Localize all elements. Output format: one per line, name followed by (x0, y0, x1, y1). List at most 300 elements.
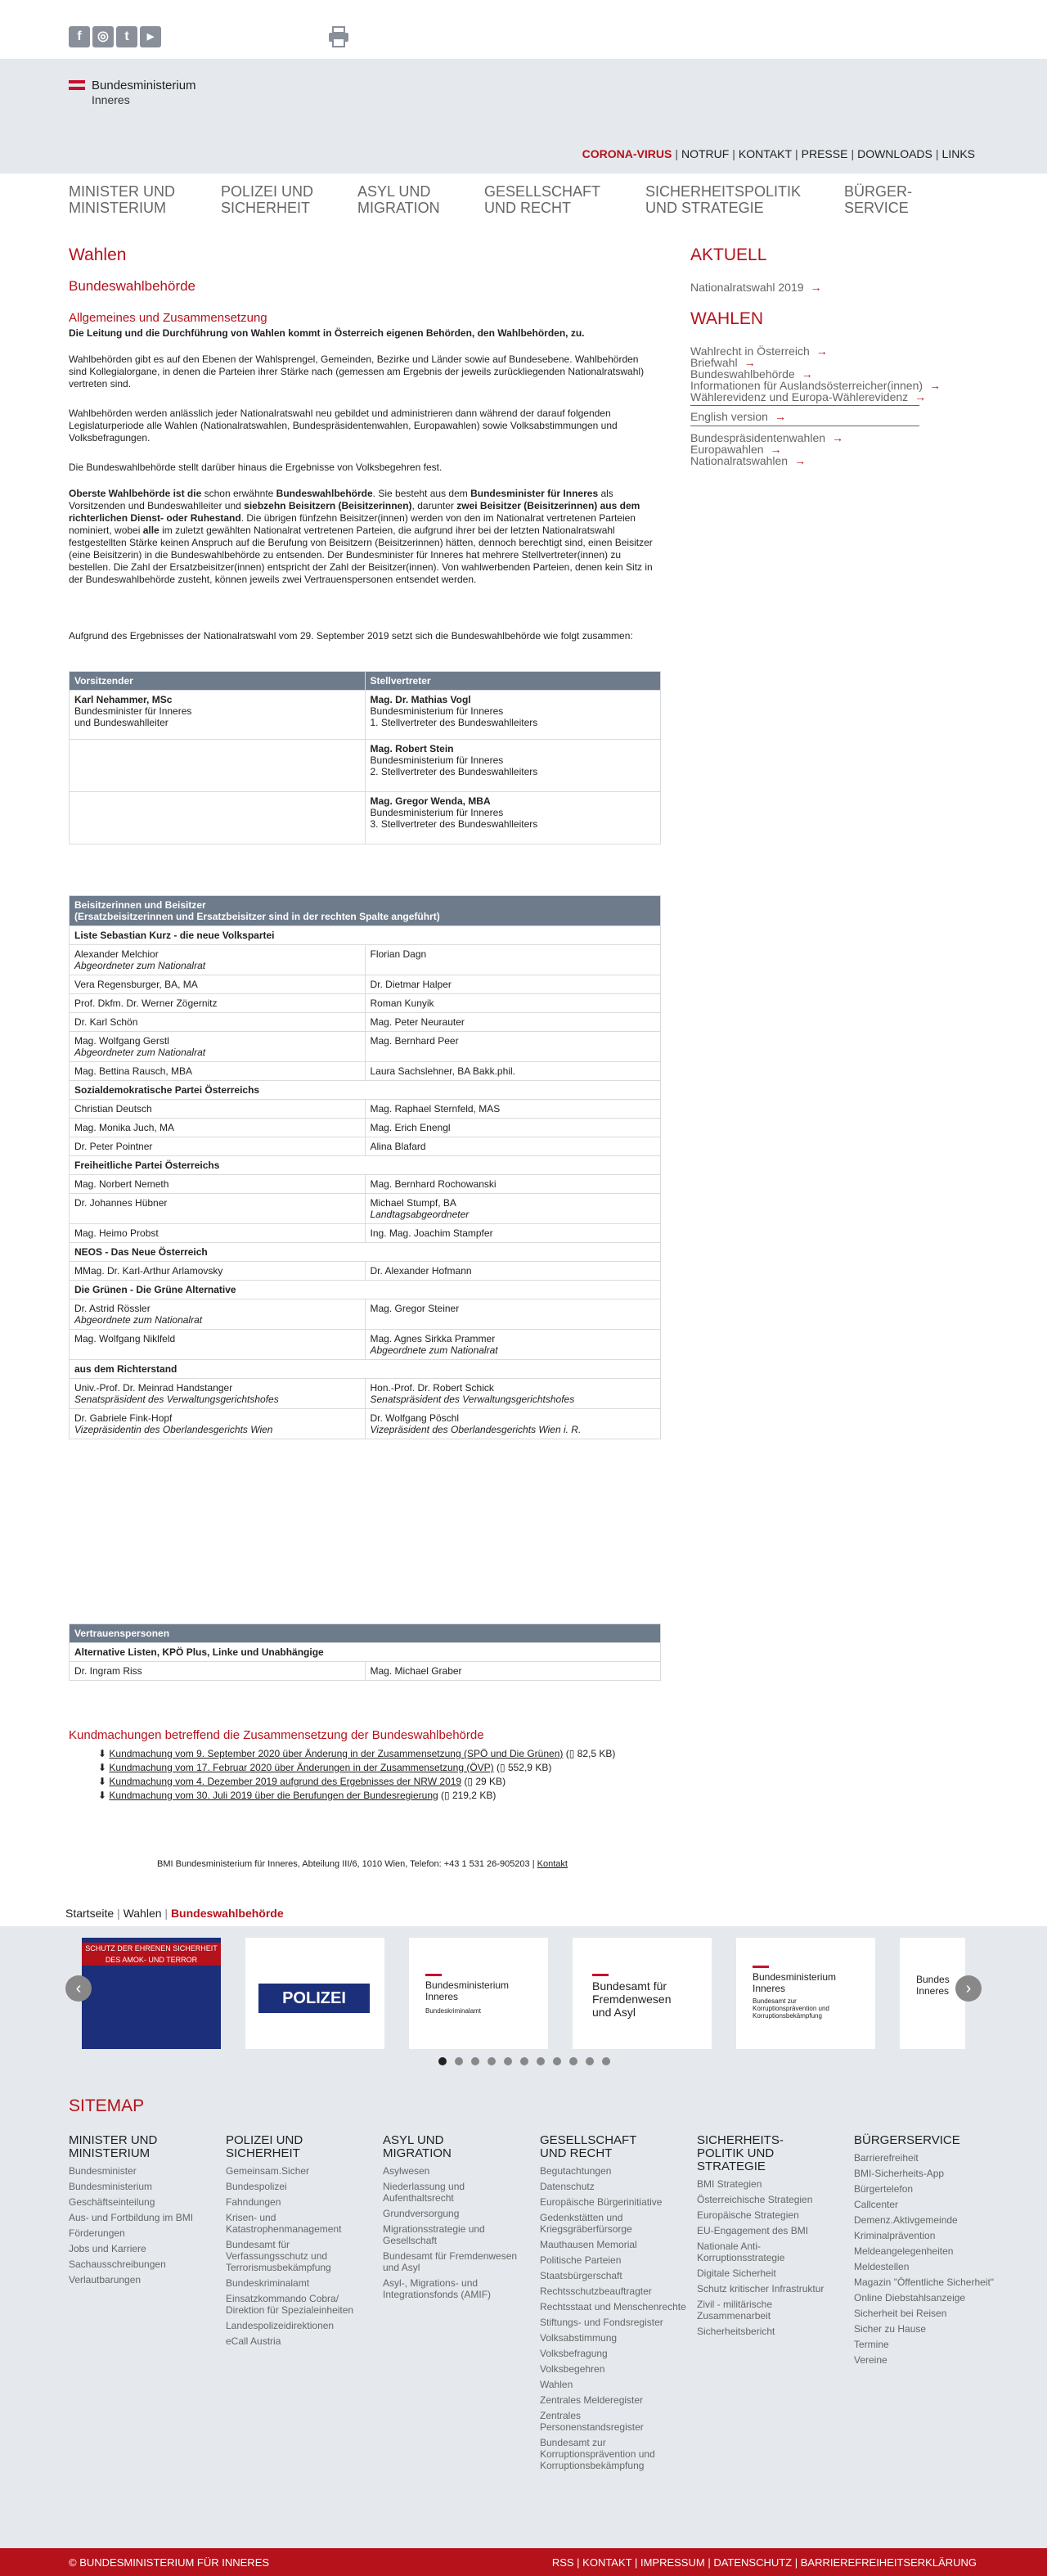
carousel-card[interactable] (409, 1938, 548, 2049)
carousel-dot[interactable] (537, 2057, 545, 2065)
title-line: MINISTER UND (69, 2133, 158, 2147)
facebook-icon[interactable]: f (69, 26, 90, 47)
table-row (70, 994, 661, 1013)
member-name: Dr. Alexander Hofmann (370, 1265, 472, 1277)
sitemap-col-title[interactable] (697, 2134, 844, 2173)
sitemap-link[interactable]: Politische Parteien (540, 2254, 622, 2266)
sidebar-link[interactable]: Nationalratswahlen → (690, 454, 807, 467)
twitter-icon[interactable]: t (116, 26, 137, 47)
member-name: Mag. Bernhard Rochowanski (370, 1178, 497, 1190)
cell (70, 1100, 366, 1119)
text: siebzehn Beisitzern (Beisitzerinnen) (244, 500, 412, 511)
nav-label: UND RECHT (484, 200, 571, 216)
card-text: Bundes (916, 1974, 950, 1985)
logo-line1: Bundesministerium (92, 79, 196, 92)
sitemap-col-title[interactable] (69, 2134, 216, 2160)
sitemap-link[interactable]: Verlautbarungen (69, 2274, 142, 2286)
kund-link[interactable]: Kundmachung vom 17. Februar 2020 über Änderungen in der Zusammensetzung (ÖVP) (109, 1762, 494, 1773)
cell (365, 1194, 661, 1224)
sitemap-col-title[interactable] (383, 2134, 530, 2160)
bmi-logo[interactable] (69, 80, 232, 113)
member-name: Mag. Bernhard Peer (370, 1035, 459, 1047)
sitemap-link[interactable]: BMI Strategien (697, 2178, 762, 2190)
cell (70, 792, 366, 844)
role: 1. Stellvertreter des Bundeswahlleiters (370, 717, 538, 728)
text: , darunter (411, 500, 457, 511)
sitemap-column (226, 2134, 373, 2351)
sidebar-link[interactable]: Briefwahl → (690, 356, 756, 369)
carousel-card[interactable] (245, 1938, 384, 2049)
cell (365, 994, 661, 1013)
sitemap-link[interactable]: Niederlassung und Aufenthaltsrecht (383, 2181, 465, 2204)
carousel-dot[interactable] (471, 2057, 479, 2065)
kontakt-link[interactable]: Kontakt (537, 1859, 568, 1869)
copyright: © BUNDESMINISTERIUM FÜR INNERES (69, 2556, 270, 2569)
cell (365, 1137, 661, 1156)
nav-polizei[interactable] (221, 183, 313, 216)
flag-stripe (69, 80, 85, 83)
member-role: Abgeordneter zum Nationalrat (74, 1047, 206, 1058)
table-row (70, 1262, 661, 1281)
link-label: Bundespräsidentenwahlen (690, 431, 826, 444)
nav-label: MINISTER UND (69, 183, 175, 200)
carousel-dot[interactable] (455, 2057, 463, 2065)
sitemap-link[interactable]: Krisen- und Katastrophenmanagement (226, 2212, 342, 2235)
role: 2. Stellvertreter des Bundeswahlleiters (370, 766, 538, 777)
member-name: Christian Deutsch (74, 1103, 152, 1115)
sitemap-link[interactable]: Sachausschreibungen (69, 2259, 166, 2270)
sitemap-link[interactable]: Zentrales Melderegister (540, 2394, 644, 2406)
nav-label: SICHERHEITSPOLITIK (645, 183, 802, 200)
bottom-bar (0, 2548, 1047, 2576)
list-item: ⬇ Kundmachung vom 30. Juli 2019 über die Berufungen der Bundesregierung (▯ 219,2 KB) (98, 1790, 497, 1801)
sitemap-link[interactable]: Vereine (854, 2354, 887, 2366)
cell (365, 1062, 661, 1081)
sitemap-col-title[interactable] (854, 2134, 1001, 2147)
nav-label: BÜRGER- (844, 183, 913, 200)
member-role: Abgeordnete zum Nationalrat (370, 1344, 498, 1356)
cell (70, 1299, 366, 1330)
sitemap-link[interactable]: Bundesamt für Fremdenwesen und Asyl (383, 2250, 518, 2273)
member-name: Alina Blafard (370, 1141, 426, 1152)
cell (365, 1330, 661, 1360)
sitemap-column (383, 2134, 530, 2304)
link-label: Wahlrecht in Österreich (690, 345, 810, 358)
sitemap-link[interactable]: Demenz.Aktivgemeinde (854, 2214, 958, 2226)
kund-link[interactable]: Kundmachung vom 4. Dezember 2019 aufgrund des Ergebnisses der NRW 2019 (109, 1776, 462, 1787)
member-role: Senatspräsident des Verwaltungsgerichtshofes (74, 1394, 279, 1405)
cell (70, 1330, 366, 1360)
cell (70, 1379, 366, 1409)
sitemap-link[interactable]: Jobs und Karriere (69, 2243, 146, 2254)
sitemap-link[interactable]: BMI-Sicherheits-App (854, 2168, 945, 2179)
sitemap-link[interactable]: Termine (854, 2339, 889, 2350)
nav-label: SICHERHEIT (221, 200, 311, 216)
carousel-card[interactable] (900, 1938, 965, 2049)
th: Stellvertreter (365, 672, 661, 691)
kund-link[interactable]: Kundmachung vom 30. Juli 2019 über die Berufungen der Bundesregierung (109, 1790, 438, 1801)
member-name: Mag. Heimo Probst (74, 1227, 159, 1239)
sidebar-link[interactable]: Bundeswahlbehörde → (690, 367, 813, 381)
partner-carousel (0, 1926, 1047, 2082)
text: Bundeswahlbehörde (276, 488, 373, 499)
title-line: MINISTERIUM (69, 2146, 151, 2160)
sitemap-link[interactable]: Online Diebstahlsanzeige (854, 2292, 966, 2304)
text: Oberste Wahlbehörde ist die (69, 488, 202, 499)
carousel-next-icon[interactable]: › (955, 1975, 982, 2002)
carousel-card[interactable] (573, 1938, 712, 2049)
name: Mag. Dr. Mathias Vogl (370, 694, 471, 705)
role: Bundesministerium für Inneres (370, 705, 504, 717)
text: im zuletzt gewählten Nationalrat vertretenen Parteien, die aufgrund ihrer bei der letzten Nationalratswahl festgestellten Stärke keinen Anspruch auf die Berufung von Beisitzern (Beisitzerinnen) hätten, dennoch berechtigt sind, einen Beisitzer (eine Beisitzerin) in die Bundeswahlbehörde zu entsenden. Der Bundesminister für Inneres hat mehrere Stellvertreter(innen) zu bestellen. Die Zahl der Ersatzbeisitzer(innen) entspricht der Zahl der Beisitzer(innen). Von wahlwerbenden Parteien, denen kein Sitz in der Bundeswahlbehörde zusteht, können jeweils zwei Vertrauenspersonen entsendet werden. (69, 525, 653, 585)
nav-label: MINISTERIUM (69, 200, 166, 216)
sitemap-link[interactable]: Bundesministerium (69, 2181, 153, 2192)
link-label: Bundeswahlbehörde (690, 367, 795, 381)
member-name: Roman Kunyik (370, 998, 434, 1009)
member-role: Landtagsabgeordneter (370, 1209, 470, 1220)
sitemap-link[interactable]: Digitale Sicherheit (697, 2268, 776, 2279)
carousel-dot[interactable] (438, 2057, 447, 2065)
link-europawahlen[interactable]: Europawahlen (413, 420, 477, 431)
member-name: Dr. Peter Pointner (74, 1141, 153, 1152)
card-text: Bundesamt für (592, 1979, 667, 1993)
youtube-icon[interactable]: ▶ (140, 26, 161, 47)
carousel-dot[interactable] (553, 2057, 561, 2065)
printer-icon[interactable] (327, 26, 350, 47)
table-row (70, 1224, 661, 1243)
sitemap-link[interactable]: Staatsbürgerschaft (540, 2270, 622, 2281)
sitemap-link[interactable]: Rechtsstaat und Menschenrechte (540, 2301, 686, 2313)
chair-table (69, 671, 661, 844)
sitemap-link[interactable]: Grundversorgung (383, 2208, 460, 2219)
card-text: Inneres (753, 1983, 786, 1994)
link-label: Informationen für Auslandsösterreicher(innen) (690, 379, 923, 392)
title-line: UND RECHT (540, 2146, 613, 2160)
sitemap-link[interactable]: Gedenkstätten und Kriegsgräberfürsorge (540, 2212, 632, 2235)
th-line: Beisitzerinnen und Beisitzer (74, 899, 206, 911)
role: und Bundeswahlleiter (74, 717, 169, 728)
text: als Vorsitzenden und Bundeswahlleiter und (69, 488, 613, 511)
member-name: Mag. Wolfgang Gerstl (74, 1035, 169, 1047)
sitemap-link[interactable]: Magazin "Öffentliche Sicherheit" (854, 2277, 995, 2288)
breadcrumb: Startseite | Wahlen | Bundeswahlbehörde (65, 1907, 284, 1920)
cell (70, 994, 366, 1013)
sitemap-link[interactable]: Stiftungs- und Fondsregister (540, 2317, 663, 2328)
sidebar-link[interactable]: Bundespräsidentenwahlen → (690, 431, 844, 444)
divider (690, 405, 919, 406)
sitemap-link[interactable]: Rechtsschutzbeauftragter (540, 2286, 652, 2297)
sitemap-link[interactable]: Bürgertelefon (854, 2183, 914, 2195)
file-size: 29 KB) (475, 1776, 506, 1787)
sitemap-link[interactable]: Kriminalprävention (854, 2230, 936, 2241)
member-name: Vera Regensburger, BA, MA (74, 979, 198, 990)
text: schon erwähnte (201, 488, 276, 499)
sitemap-col-title[interactable] (540, 2134, 687, 2160)
table-row (70, 945, 661, 975)
card-text: Bundesministerium (753, 1971, 837, 1983)
card-text: SCHUTZ DER EHRENEN SICHERHEIT (82, 1943, 221, 1954)
toplink-downloads[interactable]: DOWNLOADS (857, 147, 932, 160)
cell (365, 1100, 661, 1119)
sitemap-link[interactable]: EU-Engagement des BMI (697, 2225, 809, 2236)
group-row: Liste Sebastian Kurz - die neue Volkspartei (70, 926, 661, 945)
list-item: ⬇ Kundmachung vom 17. Februar 2020 über Änderungen in der Zusammensetzung (ÖVP) (▯ 552,9 KB) (98, 1762, 552, 1773)
sitemap-link[interactable]: Barrierefreiheit (854, 2152, 919, 2164)
paragraph: Die Bundeswahlbehörde stellt darüber hinaus die Ergebnisse von Volksbegehren fest. (69, 462, 443, 473)
kund-heading: Kundmachungen betreffend die Zusammensetzung der Bundeswahlbehörde (69, 1728, 484, 1742)
sitemap-link[interactable]: Nationale Anti-Korruptionsstrategie (697, 2240, 785, 2263)
footer-link[interactable]: KONTAKT (582, 2556, 632, 2569)
member-role: Vizepräsidentin des Oberlandesgerichts Wien (74, 1424, 273, 1435)
cell (70, 1119, 366, 1137)
sidebar-link[interactable]: Informationen für Auslandsösterreicher(innen) → (690, 379, 941, 392)
sitemap-link[interactable]: Sicherheit bei Reisen (854, 2308, 947, 2319)
sitemap-link[interactable]: Zentrales Personenstandsregister (540, 2410, 644, 2433)
cell (365, 1175, 661, 1194)
sitemap-link[interactable]: Bundeskriminalamt (226, 2277, 310, 2289)
cell (70, 1013, 366, 1032)
sitemap-link[interactable]: Österreichische Strategien (697, 2194, 813, 2205)
link-label: Briefwahl (690, 356, 738, 369)
member-name: Laura Sachslehner, BA Bakk.phil. (370, 1065, 515, 1077)
group-row: Freiheitliche Partei Österreichs (70, 1156, 661, 1175)
nav-label: GESELLSCHAFT (484, 183, 601, 200)
link-nationalratswahlen[interactable]: Nationalratswahlen (203, 420, 288, 431)
cell (70, 1409, 366, 1439)
nav-label: UND STRATEGIE (645, 200, 764, 216)
sitemap-link[interactable]: Volksbefragung (540, 2348, 608, 2359)
nav-sicherheitspolitik[interactable] (645, 183, 801, 216)
table-row (70, 1194, 661, 1224)
sidebar-link[interactable]: Wahlrecht in Österreich → (690, 345, 828, 358)
table-row (70, 1299, 661, 1330)
sitemap-link[interactable]: Volksbegehren (540, 2363, 605, 2375)
sitemap-link[interactable]: Sicherheitsbericht (697, 2326, 775, 2337)
sitemap-link[interactable]: Volksabstimmung (540, 2332, 618, 2344)
nav-buergerservice[interactable] (844, 183, 912, 216)
footer-link[interactable]: RSS (551, 2556, 574, 2569)
file-size: 552,9 KB) (507, 1762, 552, 1773)
carousel-dot[interactable] (520, 2057, 528, 2065)
member-name: Mag. Peter Neurauter (370, 1016, 465, 1028)
cell (365, 1032, 661, 1062)
sitemap-link[interactable]: Migrationsstrategie und Gesellschaft (383, 2223, 485, 2246)
sitemap-link[interactable]: Callcenter (854, 2199, 899, 2210)
paragraph: Aufgrund des Ergebnisses der Nationalratswahl vom 29. September 2019 setzt sich die Bundeswahlbehörde wie folgt zusammen: (69, 630, 633, 642)
cell (365, 1409, 661, 1439)
breadcrumb-item[interactable]: Wahlen (123, 1907, 162, 1920)
toplink-links[interactable]: LINKS (941, 147, 975, 160)
section-heading: Allgemeines und Zusammensetzung (69, 311, 267, 325)
sitemap-link[interactable]: Gemeinsam.Sicher (226, 2165, 310, 2177)
member-role: Abgeordneter zum Nationalrat (74, 960, 206, 971)
kund-list (98, 1748, 671, 1804)
link-label: Wählerevidenz und Europa-Wählerevidenz (690, 390, 909, 403)
paragraph: Wahlbehörden werden anlässlich jeder Nationalratswahl neu gebildet und administrieren dann während der darauf folgenden Legislaturperiode alle Wahlen (Nationalratswahlen, Bundespräsidentenwahlen, Europawahlen) sowie Volksabstimmungen und Volksbefragungen. (69, 408, 618, 444)
member-name: Florian Dagn (370, 948, 427, 960)
member-name: Mag. Wolfgang Niklfeld (74, 1333, 176, 1344)
carousel-dot[interactable] (569, 2057, 577, 2065)
member-name: Alexander Melchior (74, 948, 159, 960)
logo-line2: Inneres (92, 93, 130, 106)
nav-minister[interactable] (69, 183, 175, 216)
sidebar-link[interactable]: Nationalratswahl 2019 → (690, 281, 822, 294)
card-text: Inneres (425, 1991, 459, 2002)
cell (70, 740, 366, 792)
nav-label: ASYL UND (357, 183, 431, 200)
cell (70, 1062, 366, 1081)
sitemap-link[interactable]: Asyl-, Migrations- und Integrationsfonds (AMIF) (383, 2277, 492, 2300)
sitemap-link[interactable]: Europäische Strategien (697, 2209, 799, 2221)
cell (70, 1175, 366, 1194)
sitemap-column (540, 2134, 687, 2475)
breadcrumb-item[interactable]: Startseite (65, 1907, 115, 1920)
cell (365, 1299, 661, 1330)
member-name: Mag. Bettina Rausch, MBA (74, 1065, 193, 1077)
cell (365, 945, 661, 975)
sitemap-link[interactable]: Asylwesen (383, 2165, 430, 2177)
link-label: English version (690, 410, 768, 423)
member-name: Dr. Gabriele Fink-Hopf (74, 1412, 173, 1424)
sitemap-link[interactable]: Bundesamt für Verfassungsschutz und Terrorismusbekämpfung (226, 2239, 331, 2273)
text: . Sie besteht aus dem (372, 488, 471, 499)
link-label: Europawahlen (690, 443, 764, 456)
member-name: Mag. Norbert Nemeth (74, 1178, 169, 1190)
instagram-icon[interactable]: ◎ (92, 26, 114, 47)
cell (365, 792, 661, 844)
member-name: Michael Stumpf, BA (370, 1197, 456, 1209)
sitemap-link[interactable]: Bundespolizei (226, 2181, 287, 2192)
card-text: Bundesamt zur Korruptionsprävention und Korruptionsbekämpfung (753, 1997, 829, 2020)
carousel-dot[interactable] (586, 2057, 594, 2065)
sitemap-link[interactable]: Wahlen (540, 2379, 573, 2390)
sitemap-link[interactable]: Einsatzkommando Cobra/ Direktion für Spezialeinheiten (226, 2293, 354, 2316)
title-line: GESELLSCHAFT (540, 2133, 637, 2147)
lead-paragraph: Die Leitung und die Durchführung von Wahlen kommt in Österreich eigenen Behörden, den Wahlbehörden, zu. (69, 327, 585, 339)
sitemap-link[interactable]: Bundesminister (69, 2165, 137, 2177)
member-name: Dr. Wolfgang Pöschl (370, 1412, 459, 1424)
sitemap-link[interactable]: Sicher zu Hause (854, 2323, 927, 2335)
toplink-corona[interactable]: CORONA-VIRUS (582, 147, 672, 160)
sitemap-link[interactable]: Geschäftseinteilung (69, 2196, 155, 2208)
cell (70, 1224, 366, 1243)
sitemap-link[interactable]: Zivil - militärische Zusammenarbeit (697, 2299, 773, 2322)
page-title: Wahlen (69, 245, 127, 264)
sidebar-link[interactable]: English version → (690, 410, 786, 423)
carousel-prev-icon[interactable]: ‹ (65, 1975, 92, 2002)
nav-gesellschaft[interactable] (484, 183, 600, 216)
sitemap-col-title[interactable] (226, 2134, 373, 2160)
cell: Mag. Michael Graber (365, 1662, 661, 1681)
name: Mag. Robert Stein (370, 743, 454, 754)
table-row (70, 1100, 661, 1119)
sidebar-link[interactable]: Europawahlen → (690, 443, 782, 456)
address (157, 1859, 568, 1869)
breadcrumb-current: Bundeswahlbehörde (170, 1907, 284, 1920)
cell (365, 1224, 661, 1243)
table-row (70, 1409, 661, 1439)
title-line: BÜRGERSERVICE (854, 2133, 960, 2147)
table-row (70, 1119, 661, 1137)
link-bundespraesidentenwahlen[interactable]: Bundespräsidentenwahlen (292, 420, 409, 431)
toplink-kontakt[interactable]: KONTAKT (738, 147, 792, 160)
nav-label: MIGRATION (357, 200, 440, 216)
member-name: MMag. Dr. Karl-Arthur Arlamovsky (74, 1265, 223, 1277)
cell (70, 691, 366, 740)
member-role: Senatspräsident des Verwaltungsgerichtshofes (370, 1394, 575, 1405)
sitemap-link[interactable]: Landespolizeidirektionen (226, 2320, 335, 2331)
sitemap-link[interactable]: Schutz kritischer Infrastruktur (697, 2283, 825, 2295)
kund-link[interactable]: Kundmachung vom 9. September 2020 über Änderung in der Zusammensetzung (SPÖ und Die Grünen) (109, 1748, 564, 1759)
member-name: Hon.-Prof. Dr. Robert Schick (370, 1382, 494, 1394)
sitemap-link[interactable]: Meldestellen (854, 2261, 910, 2272)
top-bar (0, 0, 1047, 59)
sitemap-link[interactable]: eCall Austria (226, 2335, 281, 2347)
member-name: Dr. Karl Schön (74, 1016, 138, 1028)
member-name: Dr. Dietmar Halper (370, 979, 452, 990)
role: Bundesministerium für Inneres (370, 807, 504, 818)
nav-asyl[interactable] (357, 183, 440, 216)
text: . Die übrigen fünfzehn Beisitzer(innen) werden von den im Nationalrat vertretenen Parteien nominiert, wobei (69, 512, 636, 536)
sitemap-link[interactable]: Meldeangelegenheiten (854, 2245, 954, 2257)
sitemap-link[interactable]: Begutachtungen (540, 2165, 612, 2177)
carousel-dot[interactable] (602, 2057, 610, 2065)
table-row (70, 1330, 661, 1360)
carousel-dot[interactable] (504, 2057, 512, 2065)
toplink-notruf[interactable]: NOTRUF (681, 147, 730, 160)
footer-link[interactable]: BARRIEREFREIHEITSERKLÄRUNG (800, 2556, 977, 2569)
card-text: und Asyl (592, 2006, 636, 2019)
card-text: POLIZEI (258, 1984, 370, 2013)
carousel-card[interactable] (736, 1938, 875, 2049)
title-line: MIGRATION (383, 2146, 452, 2160)
file-size: 82,5 KB) (577, 1748, 616, 1759)
page-subtitle: Bundeswahlbehörde (69, 278, 196, 294)
member-name: Mag. Erich Enengl (370, 1122, 451, 1133)
footer-link[interactable]: DATENSCHUTZ (713, 2556, 793, 2569)
group-row: Alternative Listen, KPÖ Plus, Linke und Unabhängige (70, 1643, 661, 1662)
member-role: Vizepräsident des Oberlandesgerichts Wien i. R. (370, 1424, 582, 1435)
paragraph (69, 488, 658, 586)
sitemap-link[interactable]: Europäische Bürgerinitiative (540, 2196, 663, 2208)
member-name: Mag. Monika Juch, MA (74, 1122, 175, 1133)
member-name: Dr. Johannes Hübner (74, 1197, 168, 1209)
sitemap-link[interactable]: Förderungen (69, 2227, 125, 2239)
cell (365, 691, 661, 740)
footer-link[interactable]: IMPRESSUM (640, 2556, 705, 2569)
sitemap-column (69, 2134, 216, 2290)
sitemap-link[interactable]: Bundesamt zur Korruptionsprävention und Korruptionsbekämpfung (540, 2437, 655, 2471)
carousel-dot[interactable] (488, 2057, 496, 2065)
sitemap-link[interactable]: Datenschutz (540, 2181, 595, 2192)
role: 3. Stellvertreter des Bundeswahlleiters (370, 818, 538, 830)
toplink-presse[interactable]: PRESSE (801, 147, 848, 160)
sidebar-heading: AKTUELL (690, 245, 767, 264)
text: Bundesminister für Inneres (470, 488, 599, 499)
sitemap-link[interactable]: Mauthausen Memorial (540, 2239, 637, 2250)
title-line: ASYL UND (383, 2133, 444, 2147)
sitemap-link[interactable]: Aus- und Fortbildung im BMI (69, 2212, 194, 2223)
table-row (70, 1379, 661, 1409)
list-item: ⬇ Kundmachung vom 9. September 2020 über Änderung in der Zusammensetzung (SPÖ und Die Grünen) (▯ 82,5 KB) (98, 1748, 616, 1759)
nav-label: POLIZEI UND (221, 183, 314, 200)
sitemap-link[interactable]: Fahndungen (226, 2196, 281, 2208)
list-item: ⬇ Kundmachung vom 4. Dezember 2019 aufgrund des Ergebnisses der NRW 2019 (▯ 29 KB) (98, 1776, 506, 1787)
flag-stripe (425, 1974, 442, 1976)
sidebar-link[interactable]: Wählerevidenz und Europa-Wählerevidenz → (690, 390, 927, 403)
title-line: SICHERHEIT (226, 2146, 300, 2160)
carousel-card[interactable] (82, 1938, 221, 2049)
